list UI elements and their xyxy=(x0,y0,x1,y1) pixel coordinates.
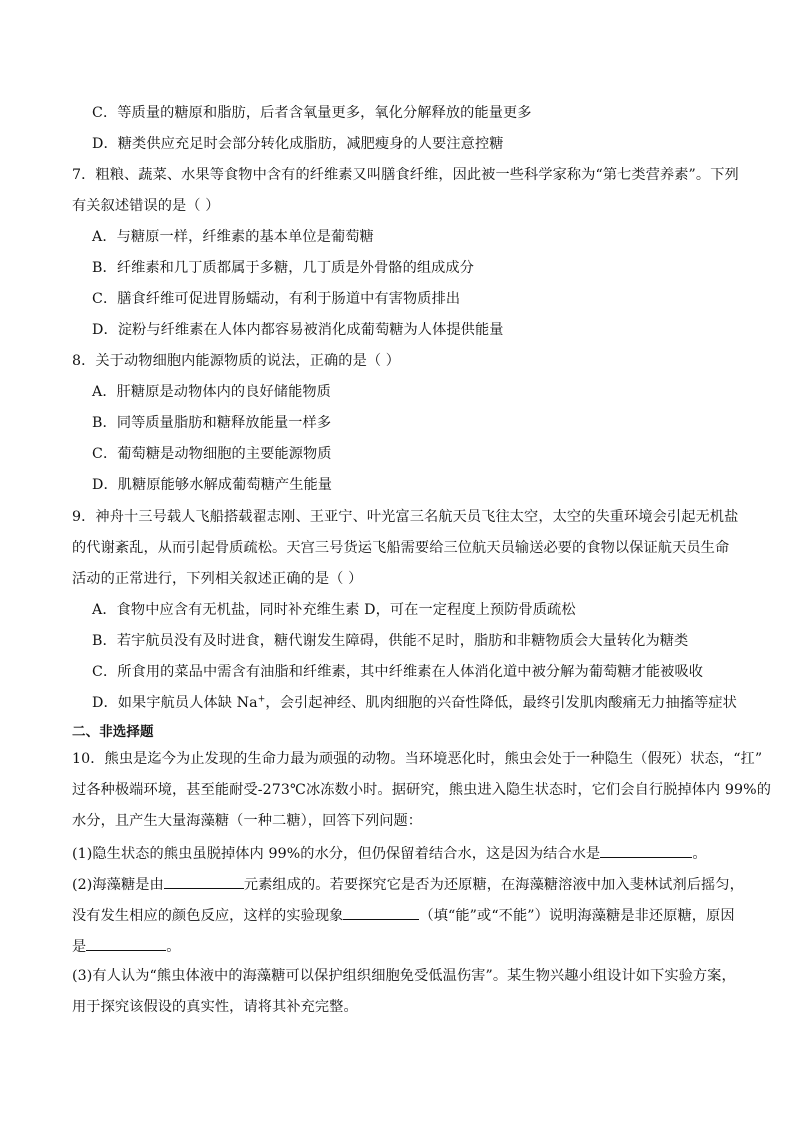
q6-option-d: D．糖类供应充足时会部分转化成脂肪，减肥瘦身的人要注意控糖 xyxy=(92,136,504,152)
sodium-charge: + xyxy=(257,694,266,705)
q9-stem-line3: 活动的正常进行，下列相关叙述正确的是（ ） xyxy=(72,571,363,587)
q8-stem: 8．关于动物细胞内能源物质的说法，正确的是（ ） xyxy=(72,353,401,369)
q7-option-a: A．与糖原一样，纤维素的基本单位是葡萄糖 xyxy=(92,229,374,245)
q10-part3-line1: (3)有人认为“熊虫体液中的海藻糖可以保护组织细胞免受低温伤害”。某生物兴趣小组设计如下实验方案， xyxy=(72,968,736,984)
q8-option-c: C．葡萄糖是动物细胞的主要能源物质 xyxy=(92,446,332,462)
q10-stem-line2: 过各种极端环境，甚至能耐受-273℃冰冻数小时。据研究，熊虫进入隐生状态时，它们会自行脱掉体内 99%的 xyxy=(72,782,772,798)
q10-part2-line2 xyxy=(72,904,735,926)
q9-stem-line1: 9．神舟十三号载人飞船搭载翟志刚、王亚宁、叶光富三名航天员飞往太空，太空的失重环境会引起无机盐 xyxy=(72,509,739,525)
q10-part2-line1 xyxy=(72,873,744,895)
q9-option-a: A．食物中应含有无机盐，同时补充维生素 D，可在一定程度上预防骨质疏松 xyxy=(92,602,576,618)
q10-stem-line3: 水分，且产生大量海藻糖（一种二糖），回答下列问题： xyxy=(72,813,423,829)
q9-option-d xyxy=(92,693,737,713)
q8-option-b: B．同等质量脂肪和糖释放能量一样多 xyxy=(92,415,332,431)
q10-stem-line1: 10．熊虫是迄今为止发现的生命力最为顽强的动物。当环境恶化时，熊虫会处于一种隐生（假死）状态，“扛” xyxy=(72,751,763,767)
q7-option-c: C．膳食纤维可促进胃肠蠕动，有利于肠道中有害物质排出 xyxy=(92,291,461,307)
q10-part2-text-f: 。 xyxy=(166,939,181,955)
q10-part3-line2: 用于探究该假设的真实性，请将其补充完整。 xyxy=(72,999,358,1015)
answer-blank-2[interactable] xyxy=(164,873,244,889)
q10-part2-text-d: （填“能”或“不能”）说明海藻糖是非还原糖，原因 xyxy=(419,908,735,924)
q7-stem-line2: 有关叙述错误的是（ ） xyxy=(72,198,220,214)
q9-stem-line2: 的代谢紊乱，从而引起骨质疏松。天宫三号货运飞船需要给三位航天员输送必要的食物以保证航天员生命 xyxy=(72,540,730,556)
q9-option-c: C．所食用的菜品中需含有油脂和纤维素，其中纤维素在人体消化道中被分解为葡萄糖才能被吸收 xyxy=(92,664,704,680)
q7-option-b: B．纤维素和几丁质都属于多糖，几丁质是外骨骼的组成成分 xyxy=(92,260,475,276)
q10-part1-end: 。 xyxy=(692,846,707,862)
answer-blank-1[interactable] xyxy=(600,842,692,858)
q9-option-d-text-a: D．如果宇航员人体缺 Na xyxy=(92,695,258,711)
q8-option-d: D．肌糖原能够水解成葡萄糖产生能量 xyxy=(92,477,333,493)
q10-part2-text-c: 没有发生相应的颜色反应，这样的实验现象 xyxy=(72,908,344,924)
q10-part2-text-b: 元素组成的。若要探究它是否为还原糖，在海藻糖溶液中加入斐林试剂后摇匀， xyxy=(243,877,744,893)
q6-option-c: C．等质量的糖原和脂肪，后者含氧量更多，氧化分解释放的能量更多 xyxy=(92,105,532,121)
q10-part2-text-a: (2)海藻糖是由 xyxy=(72,877,164,893)
q8-option-a: A．肝糖原是动物体内的良好储能物质 xyxy=(92,384,331,400)
q7-stem-line1: 7．粗粮、蔬菜、水果等食物中含有的纤维素又叫膳食纤维，因此被一些科学家称为“第七类营养素”。下列 xyxy=(72,167,739,183)
q10-part2-text-e: 是 xyxy=(72,939,87,955)
answer-blank-3[interactable] xyxy=(343,904,419,920)
q9-option-d-text-b: ，会引起神经、肌肉细胞的兴奋性降低，最终引发肌肉酸痛无力抽搐等症状 xyxy=(265,695,737,711)
q7-option-d: D．淀粉与纤维素在人体内都容易被消化成葡萄糖为人体提供能量 xyxy=(92,322,504,338)
section-heading-non-choice: 二、非选择题 xyxy=(72,724,154,740)
q10-part1-text: (1)隐生状态的熊虫虽脱掉体内 99%的水分，但仍保留着结合水，这是因为结合水是 xyxy=(72,846,601,862)
q10-part1 xyxy=(72,842,707,864)
q9-option-b: B．若宇航员没有及时进食，糖代谢发生障碍，供能不足时，脂肪和非糖物质会大量转化为糖类 xyxy=(92,633,689,649)
answer-blank-4[interactable] xyxy=(86,935,166,951)
q10-part2-line3 xyxy=(72,935,181,957)
